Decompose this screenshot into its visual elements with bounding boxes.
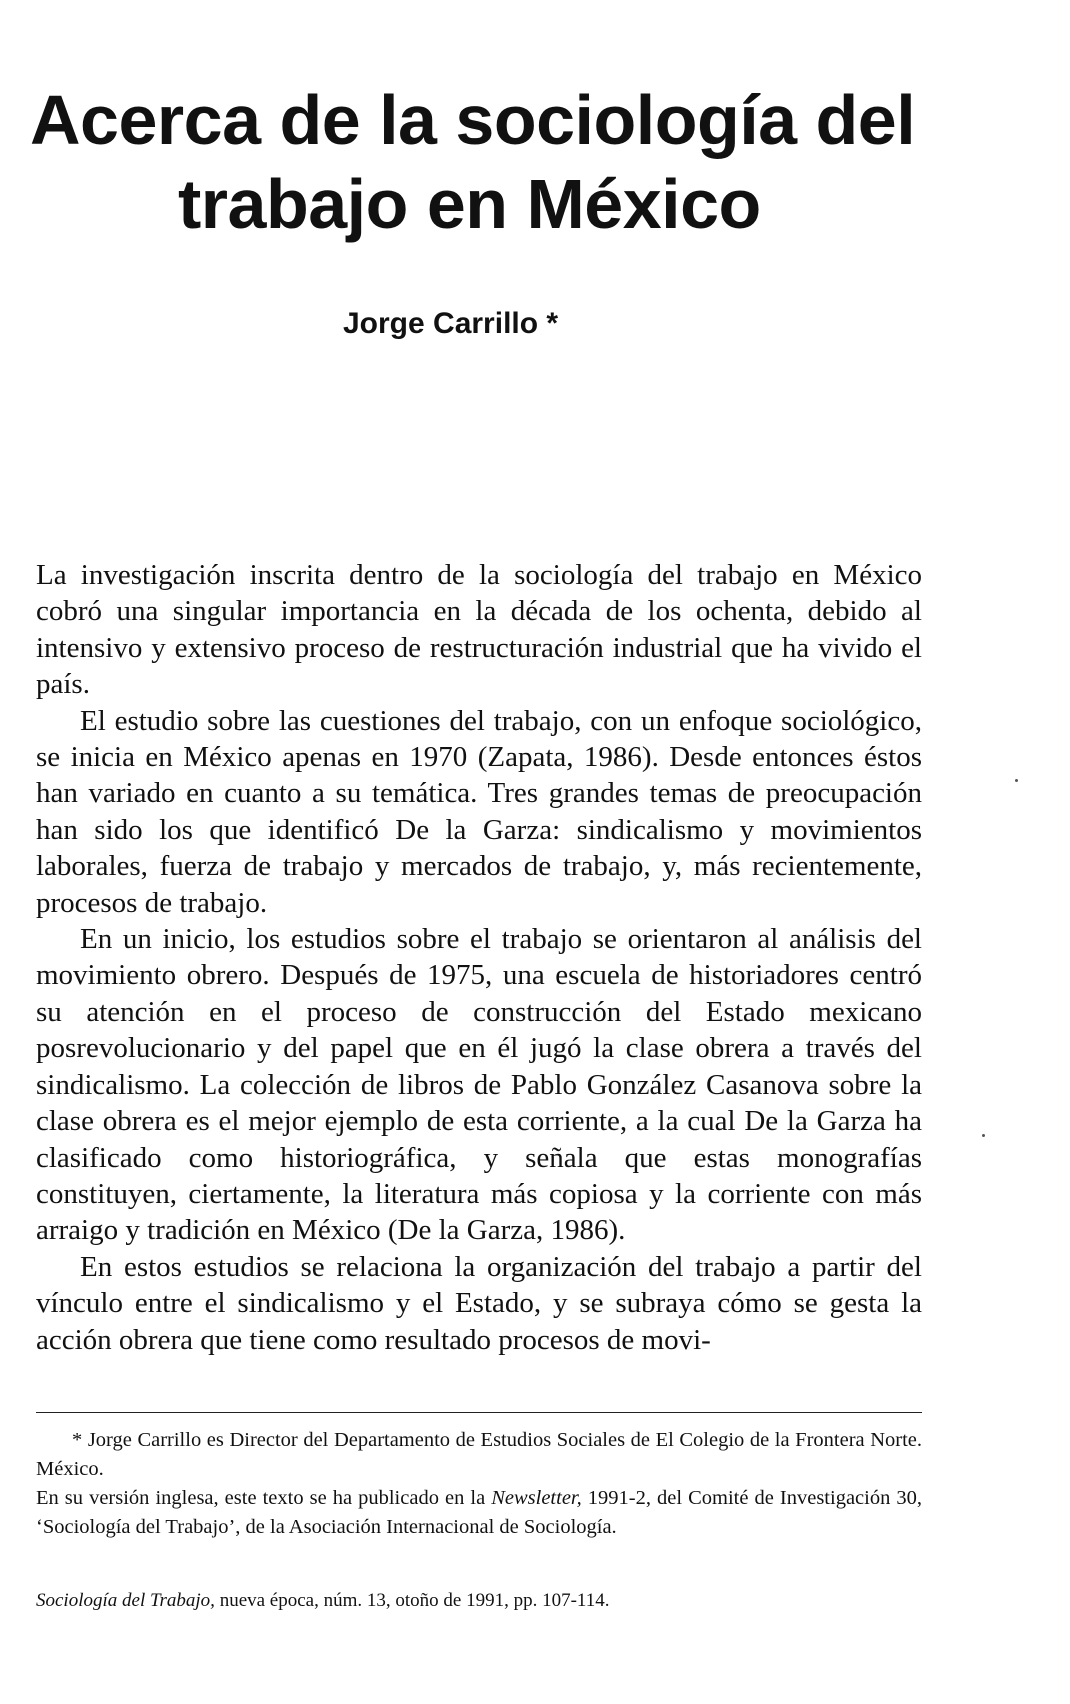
footnotes [36, 1426, 922, 1542]
title-line-1: Acerca de la sociología del [30, 81, 916, 159]
scan-speck [1015, 779, 1018, 782]
paragraph-1: La investigación inscrita dentro de la sociología del trabajo en México cobró una singular importancia en la década de los ochenta, debido al intensivo y extensivo proceso de restructuración industrial que ha vivido el país. [36, 559, 922, 701]
newsletter-title: Newsletter, [491, 1487, 582, 1509]
footnote-translation-text-a: En su versión inglesa, este texto se ha publicado en la [36, 1487, 492, 1509]
author-name: Jorge Carrillo * [343, 307, 559, 340]
journal-citation [36, 1588, 922, 1614]
paragraph-2: El estudio sobre las cuestiones del trabajo, con un enfoque sociológico, se inicia en México apenas en 1970 (Zapata, 1986). Desde entonces éstos han variado en cuanto a su temática. Tres grandes temas de preocupación han sido los que identificó De la Garza: sindicalismo y movimientos laborales, fuerza de trabajo y mercados de trabajo, y, más recientemente, procesos de trabajo. [36, 704, 922, 919]
paragraph-4: En estos estudios se relaciona la organización del trabajo a partir del vínculo entre el sindicalismo y el Estado, y se subraya cómo se gesta la acción obrera que tiene como resultado procesos de movi- [36, 1250, 922, 1356]
journal-name: Sociología del Trabajo, [36, 1590, 215, 1611]
paragraph-3: En un inicio, los estudios sobre el trabajo se orientaron al análisis del movimiento obrero. Después de 1975, una escuela de historiadores centró su atención en el proceso de construcción del Estado mexicano posrevolucionario y del papel que en él jugó la clase obrera a través del sindicalismo. La colección de libros de Pablo González Casanova sobre la clase obrera es el mejor ejemplo de esta corriente, a la cual De la Garza ha clasificado como historiográfica, y señala que estas monografías constituyen, ciertamente, la literatura más copiosa y la corriente con más arraigo y tradición en México (De la Garza, 1986). [36, 923, 922, 1247]
article-body [36, 557, 922, 1358]
scan-speck [982, 1134, 985, 1137]
footnote-author: * Jorge Carrillo es Director del Departamento de Estudios Sociales de El Colegio de la Frontera Norte. México. [36, 1429, 922, 1480]
title-line-2: trabajo en México [178, 165, 761, 243]
citation-details: nueva época, núm. 13, otoño de 1991, pp. 107-114. [214, 1590, 610, 1611]
footnote-divider [36, 1412, 922, 1413]
article-title [30, 78, 930, 246]
footnote-translation-text-b: 1991-2, del Comité de Investigación 30, ‘Sociología del Trabajo’, de la Asociación Internacional de Sociología. [36, 1487, 922, 1538]
footnote-translation [36, 1484, 922, 1542]
